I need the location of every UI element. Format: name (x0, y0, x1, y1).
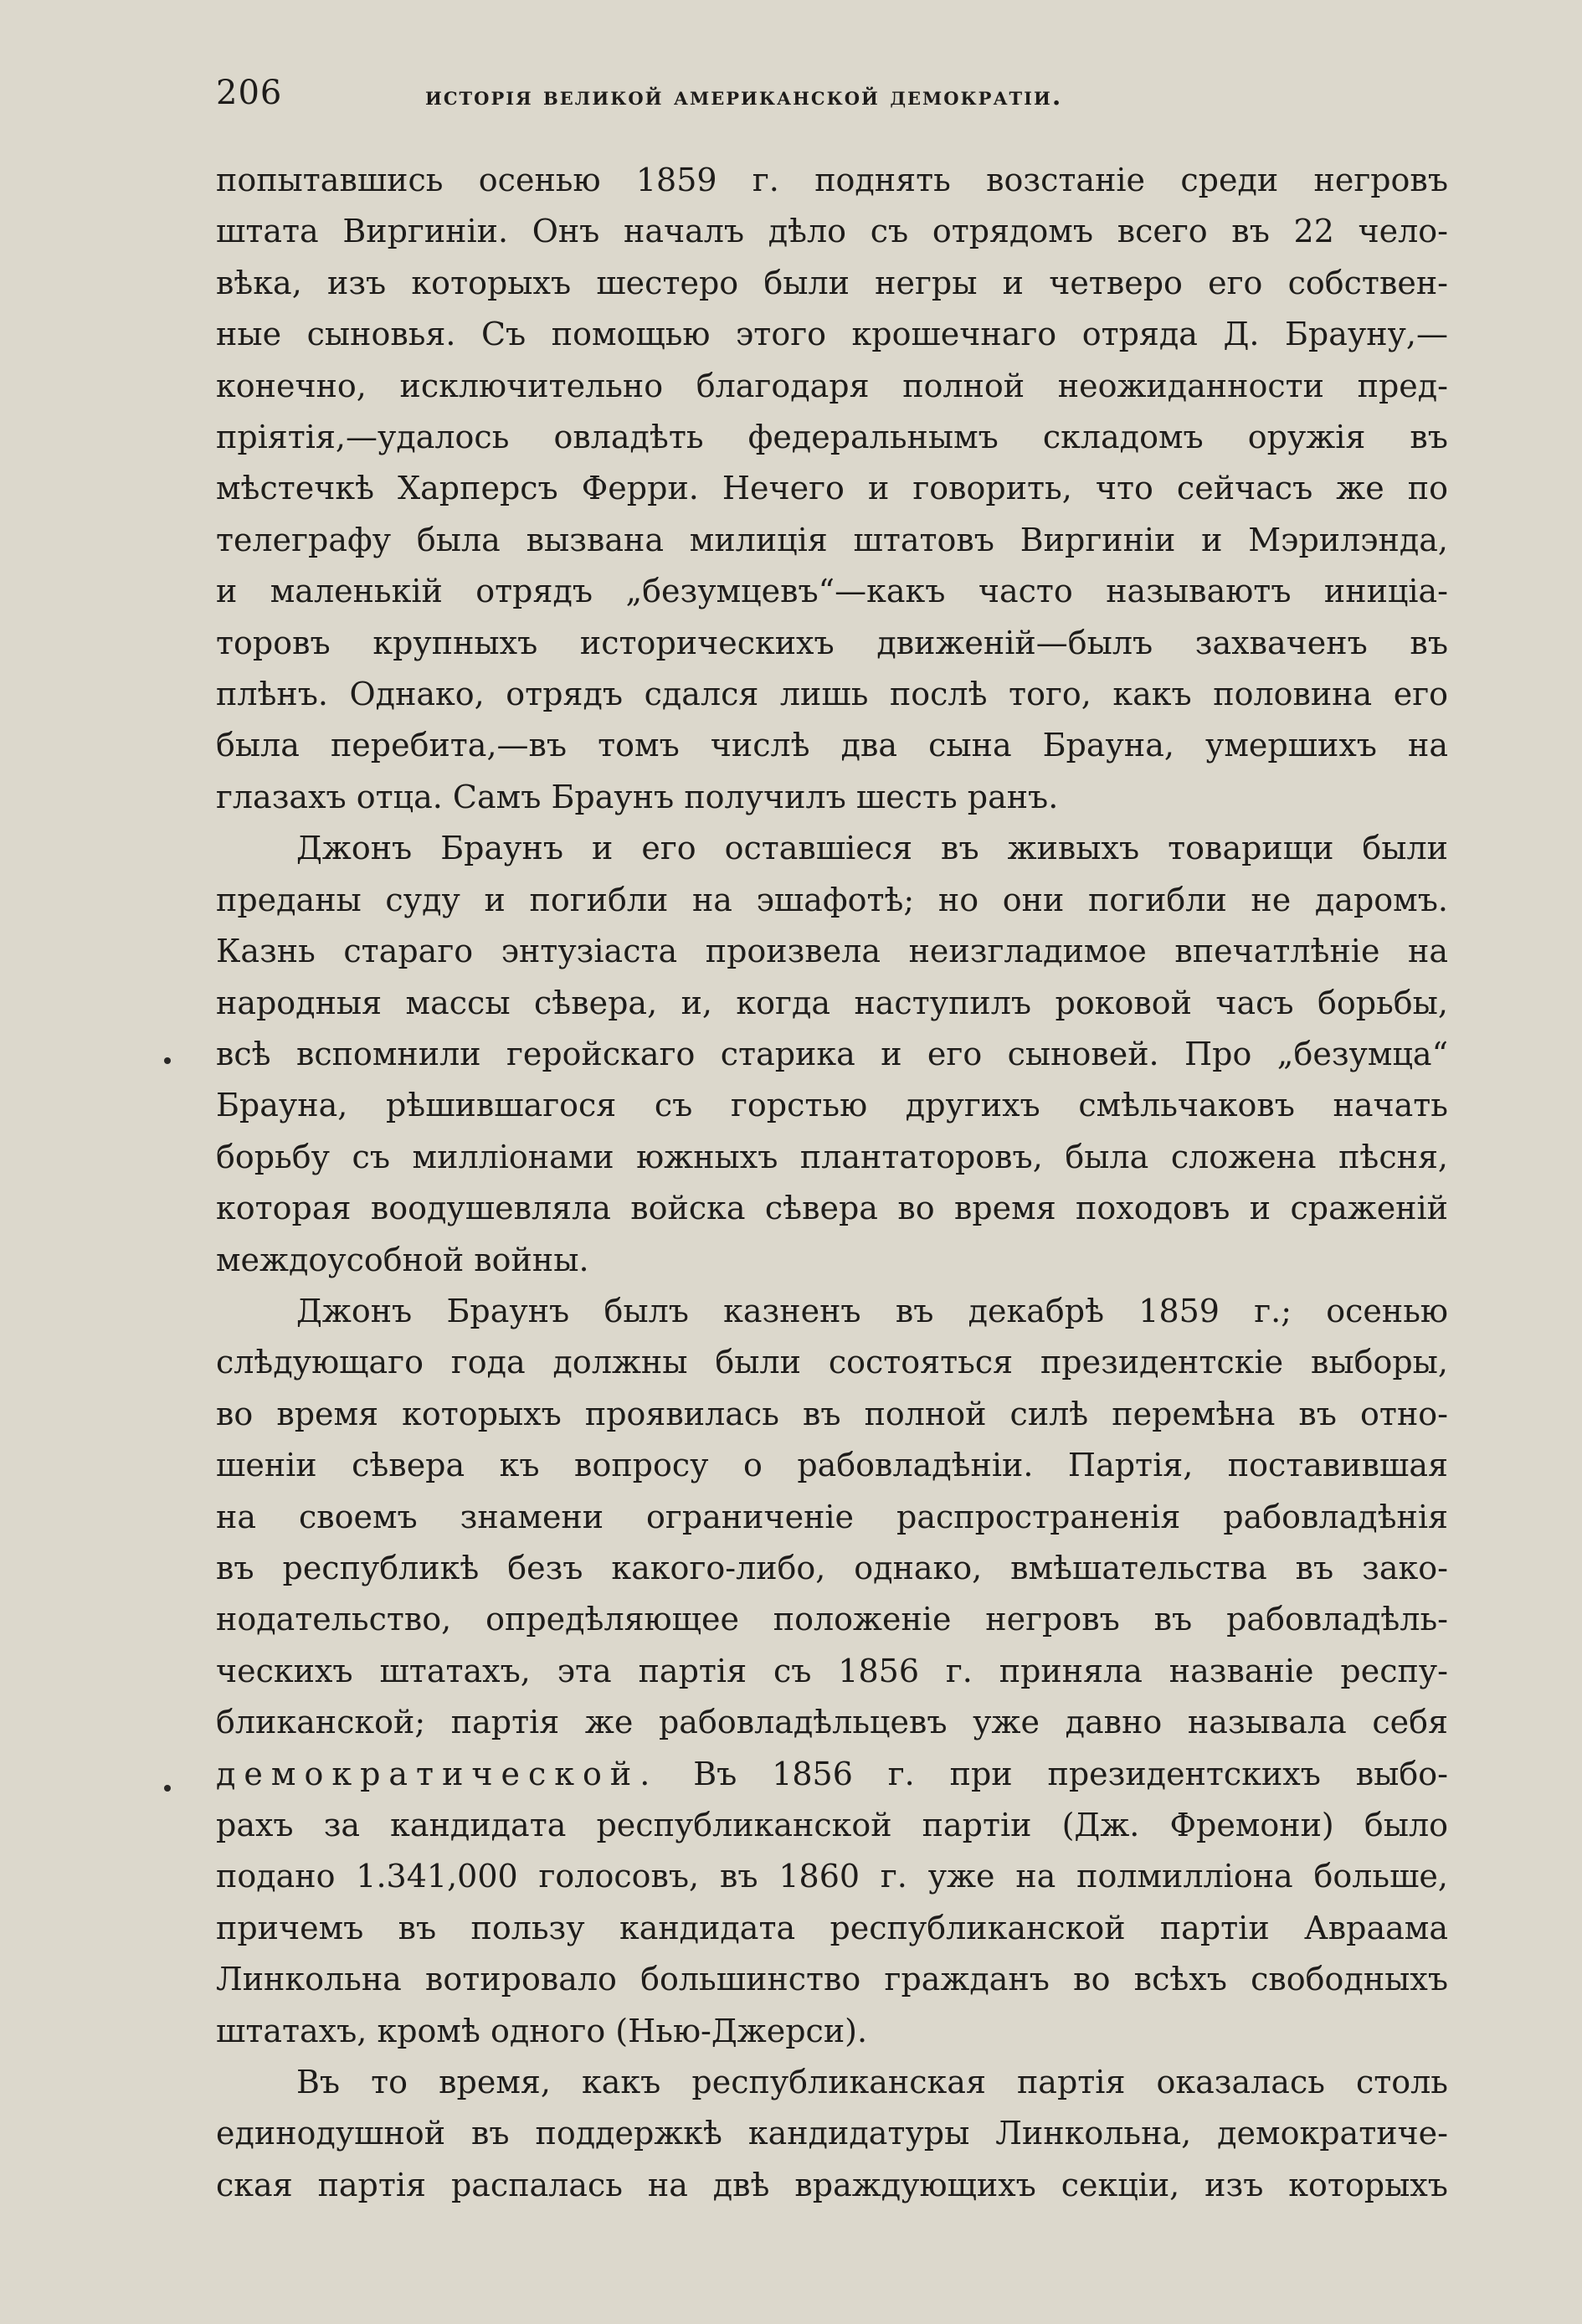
text-line: ческихъ штатахъ, эта партія съ 1856 г. приняла названіе респу- (216, 1652, 1448, 1689)
text-line: телеграфу была вызвана милиція штатовъ Виргиніи и Мэрилэнда, (216, 521, 1448, 558)
text-line: Джонъ Браунъ и его оставшіеся въ живыхъ товарищи были (296, 830, 1448, 867)
text-line: Казнь стараго энтузіаста произвела неизгладимое впечатлѣніе на (216, 933, 1448, 970)
text-line: попытавшись осенью 1859 г. поднять возстаніе среди негровъ (216, 162, 1448, 198)
text-line: торовъ крупныхъ историческихъ движеній—былъ захваченъ въ (216, 624, 1448, 661)
text-line: слѣдующаго года должны были состояться президентскіе выборы, (216, 1344, 1448, 1381)
body-text (216, 155, 1448, 2211)
text-line: Въ то время, какъ республиканская партія оказалась столь (296, 2064, 1448, 2101)
text-line: ные сыновья. Съ помощью этого крошечнаго отряда Д. Брауну,— (216, 316, 1448, 353)
text-line: на своемъ знамени ограниченіе распространенія рабовладѣнія (216, 1498, 1448, 1535)
text-line: борьбу съ милліонами южныхъ плантаторовъ, была сложена пѣсня, (216, 1138, 1448, 1175)
text-line: междоусобной войны. (216, 1241, 589, 1278)
text-line: штата Виргиніи. Онъ началъ дѣло съ отрядомъ всего въ 22 чело- (216, 213, 1448, 250)
text-line: ская партія распалась на двѣ враждующихъ секціи, изъ которыхъ (216, 2166, 1448, 2203)
text-line: плѣнъ. Однако, отрядъ сдался лишь послѣ того, какъ половина его (216, 676, 1448, 713)
page-number: 206 (216, 74, 283, 112)
text-line: демократической. Въ 1856 г. при президентскихъ выбо- (216, 1755, 1448, 1792)
text-line: нодательство, опредѣляющее положеніе негровъ въ рабовладѣль- (216, 1601, 1448, 1638)
emphasized-word: демократической. (216, 1755, 659, 1792)
paragraph (216, 823, 1448, 1286)
text-line: вѣка, изъ которыхъ шестеро были негры и четверо его собствен- (216, 264, 1448, 301)
text-line: единодушной въ поддержкѣ кандидатуры Линкольна, демократиче- (216, 2115, 1448, 2152)
text-line: штатахъ, кромѣ одного (Нью-Джерси). (216, 2012, 868, 2049)
text-line: пріятія,—удалось овладѣть федеральнымъ складомъ оружія въ (216, 419, 1448, 456)
text-line: бликанской; партія же рабовладѣльцевъ уже давно называла себя (216, 1704, 1448, 1741)
text-line: глазахъ отца. Самъ Браунъ получилъ шесть ранъ. (216, 778, 1059, 815)
margin-dot (164, 1057, 171, 1064)
text-line: мѣстечкѣ Харперсъ Ферри. Нечего и говорить, что сейчасъ же по (216, 470, 1448, 507)
margin-dot (164, 1785, 171, 1792)
text-line: во время которыхъ проявилась въ полной силѣ перемѣна въ отно- (216, 1395, 1448, 1432)
page-header (216, 74, 1446, 124)
text-line: которая воодушевляла войска сѣвера во время походовъ и сраженій (216, 1190, 1448, 1227)
text-line: была перебита,—въ томъ числѣ два сына Брауна, умершихъ на (216, 727, 1448, 764)
text-line: преданы суду и погибли на эшафотѣ; но они погибли не даромъ. (216, 881, 1448, 918)
text-line: рахъ за кандидата республиканской партіи (Дж. Фремони) было (216, 1807, 1448, 1843)
running-title: исторія великой американской демократіи. (425, 82, 1063, 111)
text-line: народныя массы сѣвера, и, когда наступилъ роковой часъ борьбы, (216, 984, 1448, 1021)
text-line: конечно, исключительно благодаря полной неожиданности пред- (216, 367, 1448, 404)
paragraph (216, 1286, 1448, 2057)
text-line: Джонъ Браунъ былъ казненъ въ декабрѣ 1859 г.; осенью (296, 1292, 1448, 1329)
text-line: причемъ въ пользу кандидата республиканской партіи Авраама (216, 1909, 1448, 1946)
text-line: подано 1.341,000 голосовъ, въ 1860 г. уже на полмилліона больше, (216, 1858, 1448, 1895)
text-line: Брауна, рѣшившагося съ горстью другихъ смѣльчаковъ начать (216, 1087, 1448, 1124)
text-line: шеніи сѣвера къ вопросу о рабовладѣніи. Партія, поставившая (216, 1447, 1448, 1484)
text-line: въ республикѣ безъ какого-либо, однако, вмѣшательства въ зако- (216, 1549, 1448, 1586)
paragraph (216, 155, 1448, 823)
text-line: Линкольна вотировало большинство гражданъ во всѣхъ свободныхъ (216, 1961, 1448, 1998)
text-line: и маленькій отрядъ „безумцевъ“—какъ часто называютъ иниціа- (216, 573, 1448, 610)
text-line: всѣ вспомнили геройскаго старика и его сыновей. Про „безумца“ (216, 1035, 1448, 1072)
paragraph (216, 2057, 1448, 2211)
